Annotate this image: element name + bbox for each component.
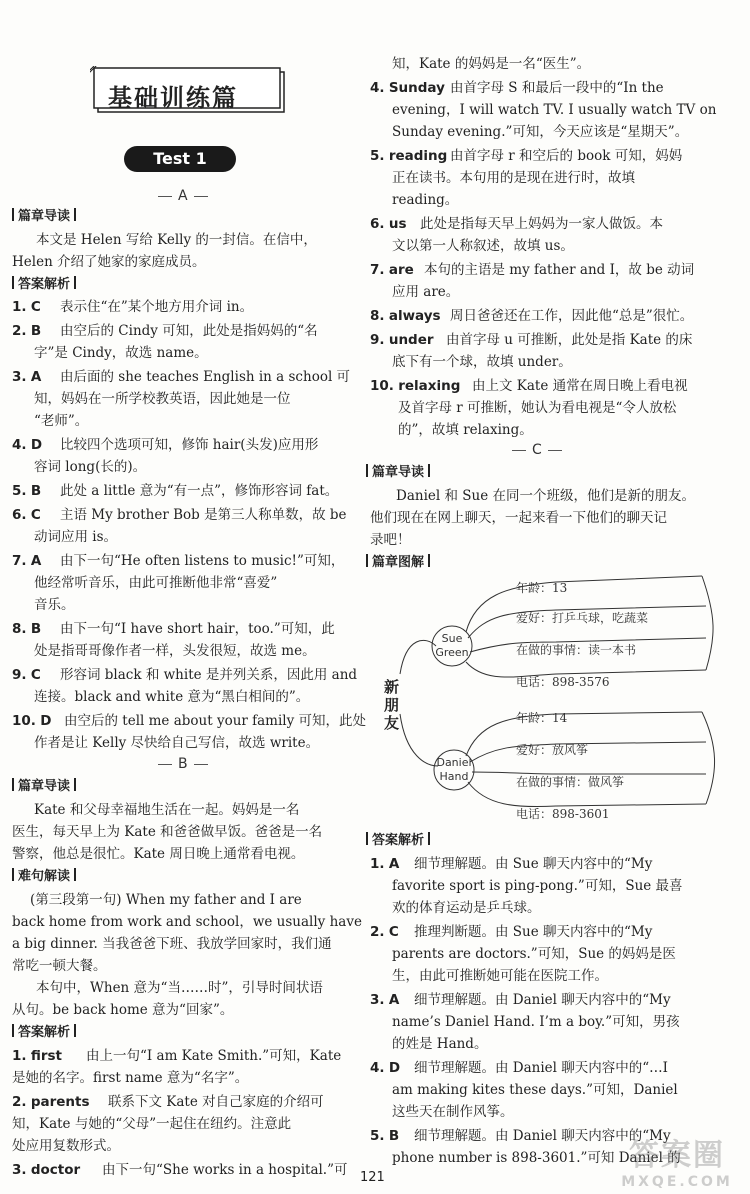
text-line: “老师”。 [34,413,89,429]
text-line: 的”，故填 relaxing。 [398,422,533,438]
answer-item: 10. relaxing [370,378,461,394]
answer-item: 8. always [370,308,441,324]
text-line: 本文是 Helen 写给 Kelly 的一封信。在信中， [36,232,317,248]
text-line: 处应用复数形式。 [12,1138,120,1154]
text-line: Daniel 和 Sue 在同一个班级，他们是新的朋友。 [396,488,695,504]
text-line: 本句中，When 意为“当……时”，引导时间状语 [36,980,323,996]
text-line: 录吧！ [370,532,411,548]
text-line: 容词 long(长的)。 [34,459,147,475]
text-line: evening，I will watch TV. I usually watch TV on [392,102,717,118]
text-line: 字”是 Cindy，故选 name。 [34,345,208,361]
text-line: (第三段第一句) When my father and I are [30,892,302,908]
text-line: 知，妈妈在一所学校教英语，因此她是一位 [34,391,291,407]
text-line: 由首字母 S 和最后一段中的“In the [450,80,664,96]
text-line: 文以第一人称叙述，故填 us。 [392,238,574,254]
text-line: 生，由此可推断她可能在医院工作。 [392,968,608,984]
text-line: 知，Kate 的妈妈是一名“医生”。 [392,56,591,72]
text-line: 他们现在在网上聊天，一起来看一下他们的聊天记 [370,510,667,526]
mind-map-node-daniel: Daniel [436,756,472,769]
answer-item: 4. D [12,437,43,453]
answer-item: 4. D [370,1060,401,1076]
text-line: 推理判断题。由 Sue 聊天内容中的“My [414,924,653,940]
text-line: 及首字母 r 可推断，她认为看电视是“令人放松 [398,400,677,416]
text-line: 由下一句“She works in a hospital.”可 [102,1162,348,1178]
mind-map-node-sue: Green [435,646,469,659]
hard-sentence-header: 难句解读 [12,868,76,885]
watermark-top: 答案圈 [629,1138,725,1173]
mind-map-branch: 爱好：打乒乓球，吃蔬菜 [516,611,649,625]
answers-header: 答案解析 [12,276,76,293]
mind-map-branch: 爱好：放风筝 [516,743,589,757]
answer-item: 6. C [12,507,41,523]
answer-item: 3. A [12,369,42,385]
text-line: 主语 My brother Bob 是第三人称单数，故 be [60,507,347,523]
text-line: reading。 [392,192,459,208]
text-line: 的姓是 Hand。 [392,1036,488,1052]
answer-item: 2. C [370,924,399,940]
answer-item: 1. C [12,299,41,315]
text-line: 本句的主语是 my father and I，故 be 动词 [424,262,695,278]
intro-header: 篇章导读 [12,208,76,225]
text-line: parents are doctors.”可知，Sue 的妈妈是医 [392,946,676,962]
text-line: 由空后的 Cindy 可知，此处是指妈妈的“名 [60,323,318,339]
text-line: 联系下文 Kate 对自己家庭的介绍可 [108,1094,324,1110]
text-line: 由下一句“I have short hair，too.”可知，此 [60,621,335,637]
text-line: name’s Daniel Hand. I’m a boy.”可知，男孩 [392,1014,680,1030]
text-line: a big dinner. 当我爸爸下班、我放学回家时，我们通 [12,936,332,952]
text-line: 由上一句“I am Kate Smith.”可知，Kate [86,1048,342,1064]
mind-map-root: 新 [384,678,400,696]
answers-header: 答案解析 [12,1024,76,1041]
mind-map-root: 朋 [384,696,400,714]
intro-header: 篇章导读 [12,778,76,795]
section-c-heading: C [506,442,568,458]
answer-item: 1. A [370,856,400,872]
page-title: 基础训练篇 [108,84,238,112]
text-line: 这些天在制作风筝。 [392,1104,514,1120]
text-line: back home from work and school，we usually have [12,914,362,930]
text-line: 处是指哥哥像作者一样，头发很短，故选 me。 [34,643,316,659]
answer-item: 5. reading [370,148,448,164]
text-line: 动词应用 is。 [34,529,118,545]
answer-item: 2. B [12,323,42,339]
diagram-header: 篇章图解 [366,554,430,571]
answer-item: 7. are [370,262,414,278]
text-line: 由上文 Kate 通常在周日晚上看电视 [472,378,688,394]
mind-map-branch: 在做的事情：读一本书 [516,643,637,657]
answer-item: 4. Sunday [370,80,445,96]
text-line: 医生，每天早上为 Kate 和爸爸做早饭。爸爸是一名 [12,824,323,840]
answer-item: 10. D [12,713,52,729]
text-line: 由首字母 r 和空后的 book 可知，妈妈 [450,148,683,164]
mind-map-node-daniel: Hand [439,770,469,783]
answer-item: 1. first [12,1048,62,1064]
section-b-heading: B [152,756,214,772]
text-line: 应用 are。 [392,284,460,300]
text-line: 此处 a little 意为“有一点”，修饰形容词 fat。 [60,483,339,499]
text-line: 欢的体育运动是乒乓球。 [392,900,541,916]
text-line: 正在读书。本句用的是现在进行时，故填 [392,170,635,186]
text-line: am making kites these days.”可知，Daniel [392,1082,678,1098]
answer-item: 6. us [370,216,407,232]
test-label: Test 1 [124,146,236,172]
mind-map-root: 友 [384,714,400,732]
text-line: 由首字母 u 可推断，此处是指 Kate 的床 [446,332,693,348]
text-line: 由后面的 she teaches English in a school 可 [60,369,351,385]
text-line: 从句。be back home 意为“回家”。 [12,1002,234,1018]
text-line: 此处是指每天早上妈妈为一家人做饭。本 [420,216,663,232]
text-line: 周日爸爸还在工作，因此他“总是”很忙。 [450,308,694,324]
answer-item: 5. B [370,1128,400,1144]
mind-map-branch: 年龄：14 [516,711,568,725]
mind-map-branch: 在做的事情：做风筝 [516,775,625,789]
text-line: 知，Kate 与她的“父母”一起住在纽约。注意此 [12,1116,292,1132]
answer-item: 9. under [370,332,434,348]
text-line: 他经常听音乐，由此可推断他非常“喜爱” [34,575,278,591]
answers-header: 答案解析 [366,832,430,849]
text-line: 常吃一顿大餐。 [12,958,107,974]
text-line: 由下一句“He often listens to music!”可知， [60,553,345,569]
page-number: 121 [360,1170,385,1185]
text-line: Sunday evening.”可知，今天应该是“星期天”。 [392,124,689,140]
text-line: favorite sport is ping-pong.”可知，Sue 最喜 [392,878,683,894]
text-line: 由空后的 tell me about your family 可知，此处 [64,713,367,729]
mind-map-branch: 电话：898-3601 [516,807,610,821]
text-line: 底下有一个球，故填 under。 [392,354,572,370]
text-line: 警察，他总是很忙。Kate 周日晚上通常看电视。 [12,846,305,862]
mind-map-node-sue: Sue [441,632,463,645]
answer-item: 3. A [370,992,400,1008]
answer-item: 9. C [12,667,41,683]
section-a-heading: A [152,188,214,204]
text-line: 细节理解题。由 Sue 聊天内容中的“My [414,856,653,872]
watermark-logo [612,1130,742,1194]
mind-map-branch: 电话：898-3576 [516,675,610,689]
text-line: 形容词 black 和 white 是并列关系，因此用 and [60,667,358,683]
answer-item: 5. B [12,483,42,499]
intro-header: 篇章导读 [366,464,430,481]
text-line: Helen 介绍了她家的家庭成员。 [12,254,206,270]
text-line: 作者是让 Kelly 尽快给自己写信，故选 write。 [34,735,320,751]
text-line: Kate 和父母幸福地生活在一起。妈妈是一名 [34,802,300,818]
watermark-bottom: MXQE.COM [621,1174,733,1190]
text-line: 比较四个选项可知，修饰 hair(头发)应用形 [60,437,319,453]
text-line: 是她的名字。first name 意为“名字”。 [12,1070,249,1086]
text-line: 细节理解题。由 Daniel 聊天内容中的“…I [414,1060,669,1076]
answer-item: 7. A [12,553,42,569]
text-line: 表示住“在”某个地方用介词 in。 [60,299,254,315]
text-line: 细节理解题。由 Daniel 聊天内容中的“My [414,992,671,1008]
mind-map-branch: 年龄：13 [516,581,568,595]
mind-map [366,566,736,828]
text-line: 细节理解题。由 Daniel 聊天内容中的“My [414,1128,671,1144]
text-line: 音乐。 [34,597,75,613]
text-line: phone number is 898-3601.”可知 Daniel 的 [392,1150,681,1166]
answer-item: 8. B [12,621,42,637]
text-line: 连接。black and white 意为“黑白相间的”。 [34,689,310,705]
answer-item: 3. doctor [12,1162,81,1178]
answer-item: 2. parents [12,1094,90,1110]
